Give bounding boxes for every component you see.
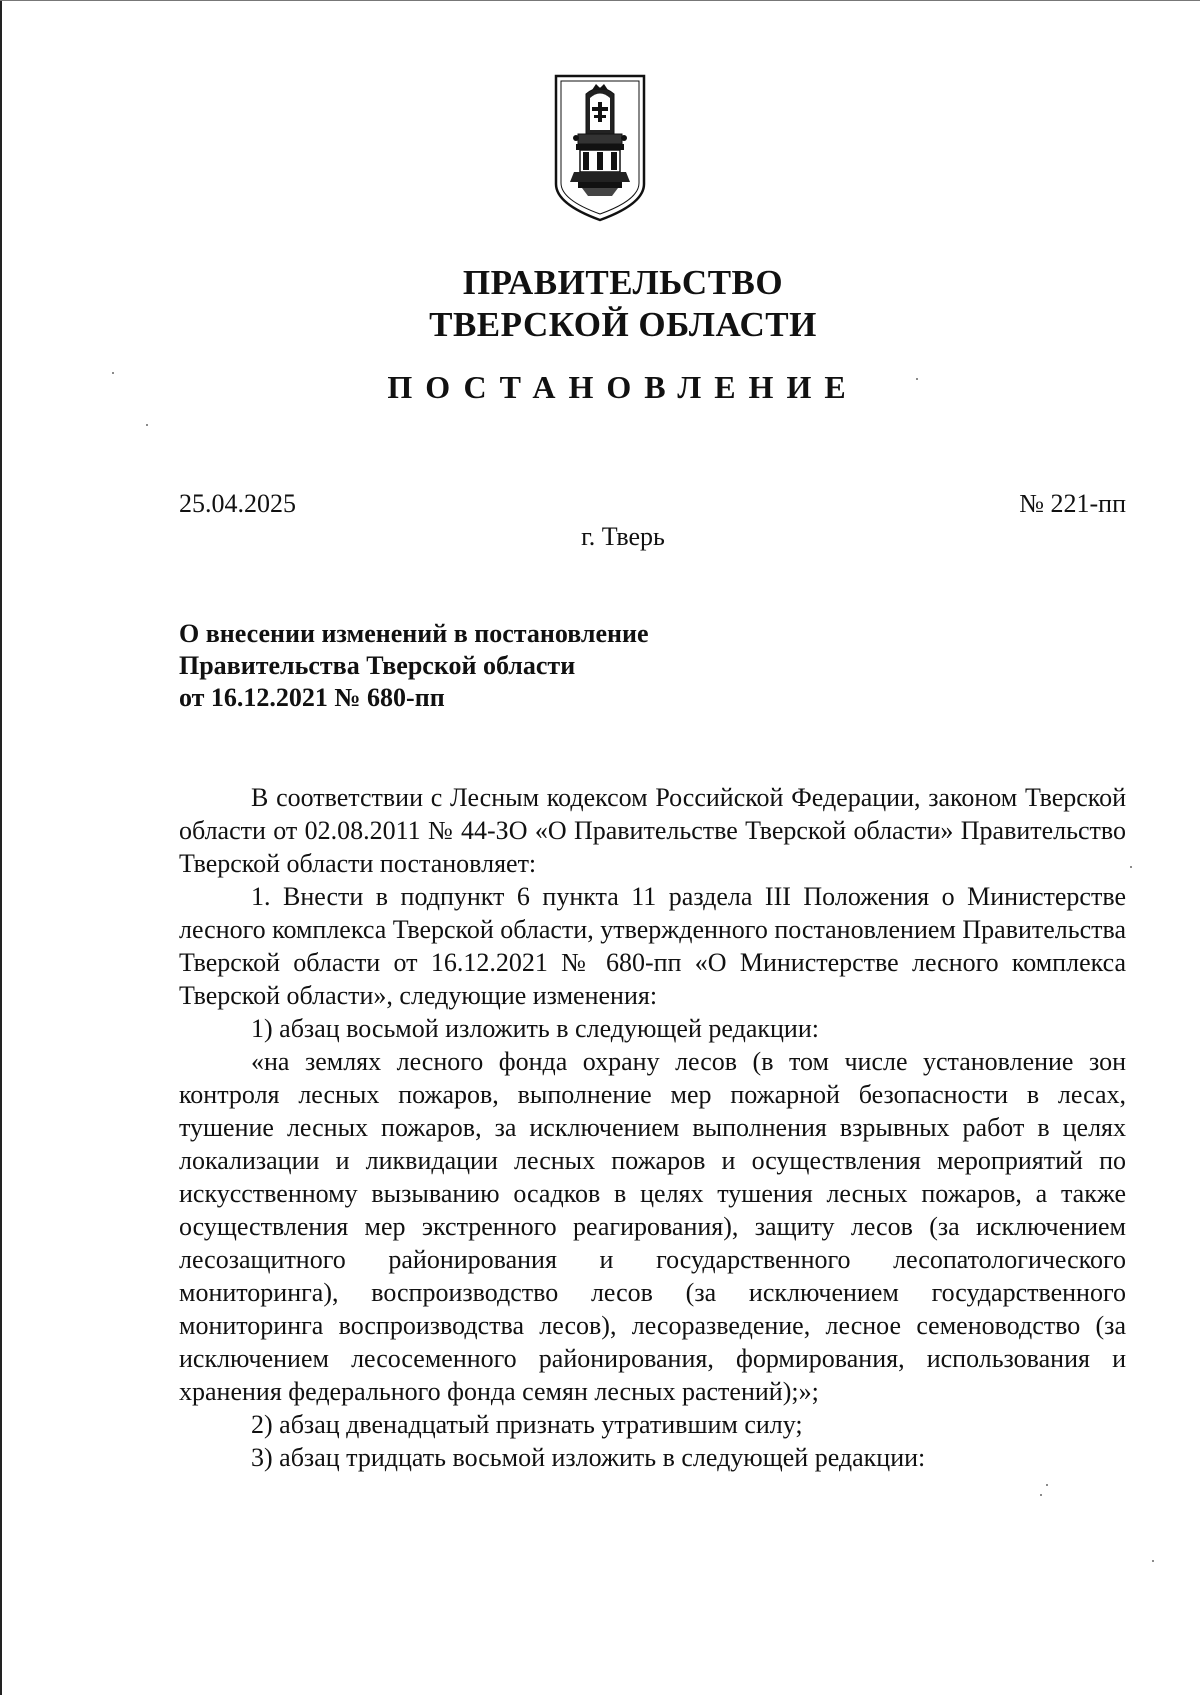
body-paragraph: 2) абзац двенадцатый признать утратившим силу;: [251, 1410, 803, 1439]
document-type-heading: ПОСТАНОВЛЕНИЕ: [387, 369, 859, 405]
body-paragraph: 1) абзац восьмой изложить в следующей редакции:: [251, 1014, 819, 1043]
document-number: № 221-пп: [1019, 489, 1126, 518]
organization-title-line2: ТВЕРСКОЙ ОБЛАСТИ: [429, 305, 817, 344]
scan-edge-left: [0, 0, 2, 1695]
body-paragraph: 3) абзац тридцать восьмой изложить в следующей редакции:: [251, 1443, 926, 1472]
body-paragraph: «на землях лесного фонда охрану лесов (в том числе установление зон контроля лесных пожаров, выполнение мер пожарной безопасности в лесах, тушение лесных пожаров, за исключением выполнения взрывных работ в целях локализации и ликвидации лесных пожаров и осуществления мероприятий по искусственному вызыванию осадков в целях тушения лесных пожаров, а также осуществления мер экстренного реагирования), защиту лесов (за исключением лесозащитного районирования и государственного лесопатологического мониторинга), воспроизводство лесов (за исключением государственного мониторинга воспроизводства лесов), лесоразведение, лесное семеноводство (за исключением лесосеменного районирования, формирования, использования и хранения федерального фонда семян лесных растений);»;: [179, 1047, 1126, 1406]
document-date: 25.04.2025: [179, 489, 296, 518]
subject-line2: Правительства Тверской области: [179, 651, 576, 680]
document-city: г. Тверь: [581, 522, 665, 551]
scan-edge-top: [0, 0, 1200, 1]
coat-of-arms-emblem: [552, 72, 648, 224]
organization-title-line1: ПРАВИТЕЛЬСТВО: [462, 263, 784, 302]
subject-line1: О внесении изменений в постановление: [179, 619, 649, 648]
document-body: [179, 781, 1126, 1474]
organization-title: [300, 262, 946, 346]
document-subject: [179, 618, 649, 714]
subject-line3: от 16.12.2021 № 680-пп: [179, 683, 445, 712]
body-paragraph: В соответствии с Лесным кодексом Российской Федерации, законом Тверской области от 02.08.2011 № 44-ЗО «О Правительстве Тверской области» Правительство Тверской области постановляет:: [179, 783, 1126, 878]
body-paragraph: 1. Внести в подпункт 6 пункта 11 раздела III Положения о Министерстве лесного комплекса Тверской области, утвержденного постановлением Правительства Тверской области от 16.12.2021 № 680-пп «О Министерстве лесного комплекса Тверской области», следующие изменения:: [179, 882, 1126, 1010]
